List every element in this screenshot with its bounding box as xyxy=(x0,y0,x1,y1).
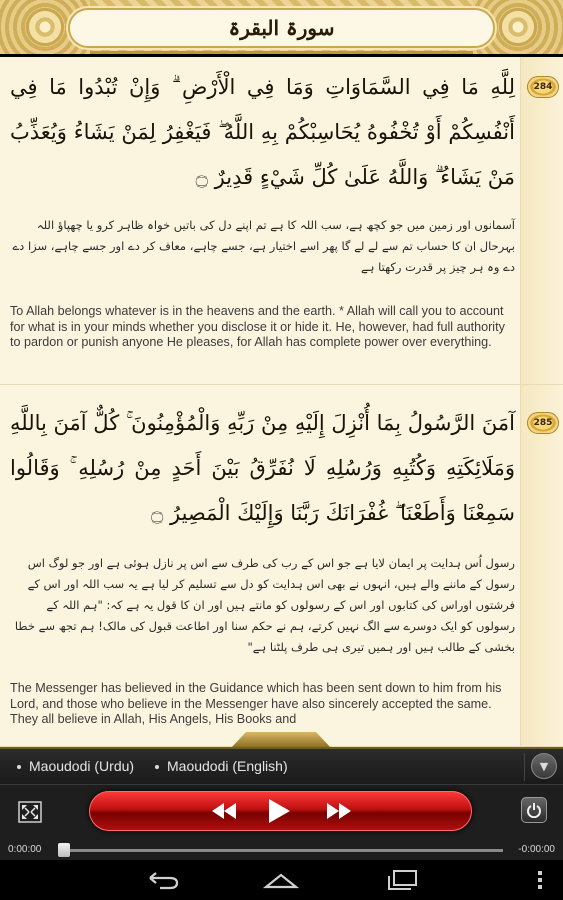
back-button[interactable] xyxy=(143,866,183,894)
home-button[interactable] xyxy=(261,866,301,894)
fullscreen-button[interactable] xyxy=(16,799,44,825)
recent-apps-button[interactable] xyxy=(382,866,422,894)
translation-dropdown-button[interactable] xyxy=(531,753,557,779)
bullet-icon xyxy=(155,765,159,769)
system-nav-bar xyxy=(0,860,563,900)
audio-player xyxy=(0,747,563,860)
verse-body xyxy=(0,57,520,384)
verse-item[interactable] xyxy=(0,57,563,385)
translation-label: Maoudodi (English) xyxy=(167,758,288,774)
fast-forward-icon xyxy=(325,800,353,822)
rewind-icon xyxy=(210,800,238,822)
seek-thumb[interactable] xyxy=(58,843,70,857)
ayah-number-badge[interactable]: 285 xyxy=(527,412,559,434)
surah-title: سورۃ البقرۃ xyxy=(228,16,335,40)
arabic-text: آمَنَ الرَّسُولُ بِمَا أُنْزِلَ إِلَيْهِ مِنْ رَبِّهِ وَالْمُؤْمِنُونَ ۚ كُلٌّ آمَنَ بِاللَّهِ وَمَلَائِكَتِهِ وَكُتُبِهِ وَرُسُلِهِ لَا نُفَرِّقُ بَيْنَ أَحَدٍ مِنْ رُسُلِهِ ۚ وَقَالُوا سَمِعْنَا وَأَطَعْنَا ۖ غُفْرَانَكَ رَبَّنَا وَإِلَيْكَ الْمَصِيرُ ۝ xyxy=(10,411,515,525)
power-button[interactable] xyxy=(521,797,547,823)
chevron-down-icon: ▼ xyxy=(539,759,549,773)
verse-list[interactable] xyxy=(0,57,563,747)
english-translation: The Messenger has believed in the Guidance which has been sent down to him from his Lord, and those who believe in the Messenger have also sincerely accepted the same. They all believe in Allah, His Angels, His Books and xyxy=(10,681,502,726)
urdu-translation: رسول اُس ہدایت پر ایمان لایا ہے جو اس کے رب کی طرف سے اس پر نازل ہوئی ہے اور جو لوگ اس رسول کے ماننے والے ہیں، انہوں نے بھی اس ہدایت کو دل سے تسلیم کر لیا ہے یہ سب اللہ اور اس کے فرشتوں اوراس کی کتابوں اور اس کے رسولوں کو مانتے ہیں اور ان کا قول یہ ہے کہ: "ہم اللہ کے رسولوں کو ایک دوسرے سے الگ نہیں کرتے، ہم نے حکم سنا اور اطاعت قبول کی مالک! ہم تجھ سے خطا بخشی کے طالب ہیں اور ہمیں تیری ہی طرف پلٹنا ہے" xyxy=(14,556,515,654)
verse-item[interactable] xyxy=(0,385,563,747)
translation-bar[interactable] xyxy=(0,749,563,785)
ayah-number-badge[interactable]: 284 xyxy=(527,76,559,98)
power-icon xyxy=(526,802,542,818)
recent-apps-icon xyxy=(385,869,419,891)
overflow-menu-button[interactable] xyxy=(520,866,560,894)
urdu-translation: آسمانوں اور زمین میں جو کچھ ہے، سب اللہ کا ہے تم اپنے دل کی باتیں خواہ ظاہر کرو یا چھپاؤ اللہ بہرحال ان کا حساب تم سے لے لے گا پھر اسے اختیار ہے، جسے چاہے، معاف کر دے اور جسے چاہے، سزا دے دے وہ ہر چیز پر قدرت رکھتا ہے xyxy=(12,218,515,274)
elapsed-time: 0:00:00 xyxy=(8,844,42,855)
menu-icon xyxy=(536,869,544,891)
play-button[interactable] xyxy=(264,797,294,825)
play-icon xyxy=(266,797,292,825)
back-icon xyxy=(146,870,180,890)
verse-side-strip xyxy=(520,57,563,384)
fullscreen-icon xyxy=(18,801,42,823)
translation-item[interactable] xyxy=(17,758,134,774)
seek-row xyxy=(0,841,563,861)
player-handle[interactable] xyxy=(231,732,331,748)
translation-item[interactable] xyxy=(155,758,288,774)
bullet-icon xyxy=(17,765,21,769)
title-banner xyxy=(68,8,495,48)
home-icon xyxy=(263,870,299,890)
fast-forward-button[interactable] xyxy=(324,797,354,825)
english-translation: To Allah belongs whatever is in the heavens and the earth. * Allah will call you to account for what is in your minds whether you disclose it or hide it. He, however, had full authority to pardon or punish anyone He pleases, for Allah has complete power over everything. xyxy=(10,304,505,349)
translation-label: Maoudodi (Urdu) xyxy=(29,758,135,774)
divider xyxy=(524,753,525,781)
remaining-time: -0:00:00 xyxy=(518,844,555,855)
surah-header xyxy=(0,0,563,54)
verse-body xyxy=(0,385,520,746)
arabic-text: لِلَّهِ مَا فِي السَّمَاوَاتِ وَمَا فِي الْأَرْضِ ۗ وَإِنْ تُبْدُوا مَا فِي أَنْفُسِكُمْ أَوْ تُخْفُوهُ يُحَاسِبْكُمْ بِهِ اللَّهُ ۖ فَيَغْفِرُ لِمَنْ يَشَاءُ وَيُعَذِّبُ مَنْ يَشَاءُ ۗ وَاللَّهُ عَلَىٰ كُلِّ شَيْءٍ قَدِيرٌ ۝ xyxy=(10,75,515,189)
playback-controls xyxy=(0,787,563,835)
rewind-button[interactable] xyxy=(209,797,239,825)
verse-side-strip xyxy=(520,385,563,746)
seek-bar[interactable] xyxy=(58,849,503,852)
transport-bar xyxy=(89,791,472,831)
